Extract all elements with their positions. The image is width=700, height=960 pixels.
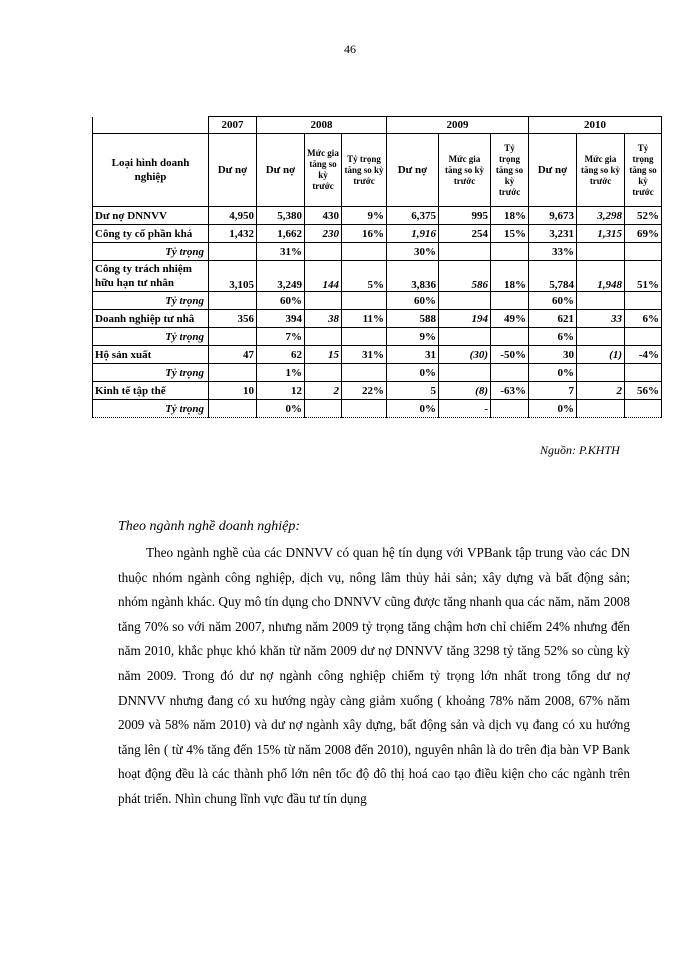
col-header-muc-gia-tang: Mức gia tăng so kỳ trước [439,134,491,207]
table-cell: 0% [257,400,305,418]
table-cell: 31% [257,243,305,261]
table-cell: 33% [529,243,577,261]
table-cell: 16% [342,225,387,243]
table-cell: 30% [387,243,439,261]
table-cell: 1,948 [577,261,625,292]
year-header: 2008 [257,117,387,134]
table-cell: -50% [491,346,529,364]
table-cell: 47 [209,346,257,364]
table-cell: 995 [439,207,491,225]
table-cell [305,243,342,261]
table-cell: 0% [529,400,577,418]
table-cell: (30) [439,346,491,364]
body-paragraph [118,541,630,812]
table-row-share [93,243,662,261]
row-label: Công ty cổ phần khá [93,225,209,243]
table-cell: 60% [529,292,577,310]
col-header-ty-trong-tang: Tỷ trọng tăng so kỳ trước [491,134,529,207]
table-cell [577,364,625,382]
table-cell: 7 [529,382,577,400]
table-row [93,346,662,364]
table-cell: 1,662 [257,225,305,243]
table-cell: 12 [257,382,305,400]
table-cell: 10 [209,382,257,400]
table-cell: 2 [305,382,342,400]
table-cell [305,292,342,310]
table-cell: 5 [387,382,439,400]
table-cell: 22% [342,382,387,400]
year-header: 2009 [387,117,529,134]
table-cell [491,364,529,382]
table-cell: 1% [257,364,305,382]
table-row [93,261,662,292]
table-cell: 38 [305,310,342,328]
table-cell: 6,375 [387,207,439,225]
table-cell: 2 [577,382,625,400]
table-cell [491,243,529,261]
col-header-du-no: Dư nợ [257,134,305,207]
table-cell [577,243,625,261]
corner-cell [93,117,209,134]
table-cell: 33 [577,310,625,328]
table-cell: 18% [491,261,529,292]
table-cell [439,243,491,261]
table-cell [491,400,529,418]
table-cell: 11% [342,310,387,328]
table-cell [209,243,257,261]
paragraph-text: Theo ngành nghề của các DNNVV có quan hệ tín dụng với VPBank tập trung vào các DN thuộc nhóm ngành công nghiệp, dịch vụ, nông lâm thủy hải sản; xây dựng và bất động sản; nhóm ngành khác. Quy mô tín dụng cho DNNVV cũng được tăng nhanh qua các năm, năm 2008 tăng 70% so với năm 2007, nhưng năm 2009 tỷ trọng tăng chậm hơn chỉ chiếm 24% nhưng đến năm 2010, khắc phục khó khăn từ năm 2009 dư nợ DNNVV tăng 3298 tỷ tăng 52% so cùng kỳ năm 2009. Trong đó dư nợ ngành công nghiệp chiếm tỷ trọng lớn nhất trong tổng dư nợ DNNVV nhưng đang có xu hướng ngày càng giảm xuống ( khoảng 78% năm 2008, 67% năm 2009 và 58% năm 2010) và dư nợ ngành xây dựng, bất động sản và dịch vụ đang có xu hướng tăng lên ( từ 4% tăng đến 15% từ năm 2008 đến 2010), nguyên nhân là do trên địa bàn VP Bank hoạt động đều là các thành phố lớn nên tốc độ đô thị hoá cao tạo điều kiện cho các ngành trên phát triển. Nhìn chung lĩnh vực đầu tư tín dụng [118,545,630,806]
table-cell: 3,836 [387,261,439,292]
source-note: Nguồn: P.KHTH [540,443,620,457]
table-cell [625,364,662,382]
row-label: Dư nợ DNNVV [93,207,209,225]
col-header-muc-gia-tang: Mức gia tăng so kỳ trước [577,134,625,207]
table-cell: 49% [491,310,529,328]
col-header-du-no: Dư nợ [387,134,439,207]
dnnvv-loan-table [92,116,662,418]
col-header-ty-trong-tang: Tỷ trọng tăng so kỳ trước [625,134,662,207]
table-body [93,207,662,418]
table-cell: 56% [625,382,662,400]
table-cell: 3,231 [529,225,577,243]
table-row-share [93,328,662,346]
table-cell [209,400,257,418]
table-row [93,207,662,225]
table-cell: 0% [387,400,439,418]
table-cell [439,328,491,346]
table-cell: 69% [625,225,662,243]
table-cell: 15% [491,225,529,243]
page-number: 46 [344,42,356,56]
row-label: Tỷ trọng [93,292,209,310]
year-header: 2007 [209,117,257,134]
table-cell [209,364,257,382]
table-cell [625,400,662,418]
table-cell: 621 [529,310,577,328]
table-cell: 586 [439,261,491,292]
table-cell [305,328,342,346]
table-cell: 194 [439,310,491,328]
table-row [93,310,662,328]
row-label: Tỷ trọng [93,364,209,382]
section-title: Theo ngành nghề doanh nghiệp: [118,519,300,534]
table-cell: 394 [257,310,305,328]
table-cell: 15 [305,346,342,364]
table-row [93,382,662,400]
table-cell: 18% [491,207,529,225]
table-cell [577,292,625,310]
table-cell [625,328,662,346]
table-cell: 51% [625,261,662,292]
row-label: Tỷ trọng [93,400,209,418]
table-cell: 5,784 [529,261,577,292]
row-label: Doanh nghiệp tư nhâ [93,310,209,328]
table-cell: 1,315 [577,225,625,243]
table-cell: -4% [625,346,662,364]
table-cell: 60% [387,292,439,310]
table-cell: - [439,400,491,418]
row-label: Hộ sản xuất [93,346,209,364]
table-cell [491,292,529,310]
table-cell [439,292,491,310]
table-cell: 430 [305,207,342,225]
year-header: 2010 [529,117,662,134]
table-cell: 60% [257,292,305,310]
table-cell: 30 [529,346,577,364]
table-cell: 62 [257,346,305,364]
table-cell: 31% [342,346,387,364]
table-cell: 6% [529,328,577,346]
table-cell: 5% [342,261,387,292]
table-cell: -63% [491,382,529,400]
table-cell: 6% [625,310,662,328]
table-cell: 0% [387,364,439,382]
table-cell: (1) [577,346,625,364]
table-cell: (8) [439,382,491,400]
table-cell [342,328,387,346]
table-row-share [93,400,662,418]
table-row [93,225,662,243]
table-cell: 254 [439,225,491,243]
table-cell [209,328,257,346]
table-row-share [93,364,662,382]
table-cell [305,364,342,382]
table-cell: 31 [387,346,439,364]
row-label-header: Loại hình doanh nghiệp [93,134,209,207]
table-cell [305,400,342,418]
table-cell: 3,298 [577,207,625,225]
table-cell [625,292,662,310]
table-cell [342,400,387,418]
table-cell [342,364,387,382]
table-cell [625,243,662,261]
table-cell: 3,105 [209,261,257,292]
table-cell [342,292,387,310]
table-cell [209,292,257,310]
col-header-ty-trong-tang: Tỷ trọng tăng so kỳ trước [342,134,387,207]
col-header-du-no: Dư nợ [209,134,257,207]
table-cell: 5,380 [257,207,305,225]
table-cell: 588 [387,310,439,328]
row-label: Tỷ trọng [93,243,209,261]
table-cell: 4,950 [209,207,257,225]
row-label: Công ty trách nhiệm hữu hạn tư nhân [93,261,209,292]
table-cell [577,400,625,418]
table-cell: 1,916 [387,225,439,243]
table-cell [491,328,529,346]
table-cell [439,364,491,382]
table-cell: 52% [625,207,662,225]
row-label: Tỷ trọng [93,328,209,346]
table-cell [342,243,387,261]
table-cell: 1,432 [209,225,257,243]
table-cell [577,328,625,346]
col-header-du-no: Dư nợ [529,134,577,207]
row-label: Kinh tế tập thể [93,382,209,400]
table-row-share [93,292,662,310]
table-cell: 9,673 [529,207,577,225]
col-header-muc-gia-tang: Mức gia tăng so kỳ trước [305,134,342,207]
table-cell: 356 [209,310,257,328]
table-cell: 3,249 [257,261,305,292]
table-cell: 0% [529,364,577,382]
table-cell: 9% [387,328,439,346]
table-cell: 144 [305,261,342,292]
table-cell: 230 [305,225,342,243]
table-cell: 9% [342,207,387,225]
table-cell: 7% [257,328,305,346]
